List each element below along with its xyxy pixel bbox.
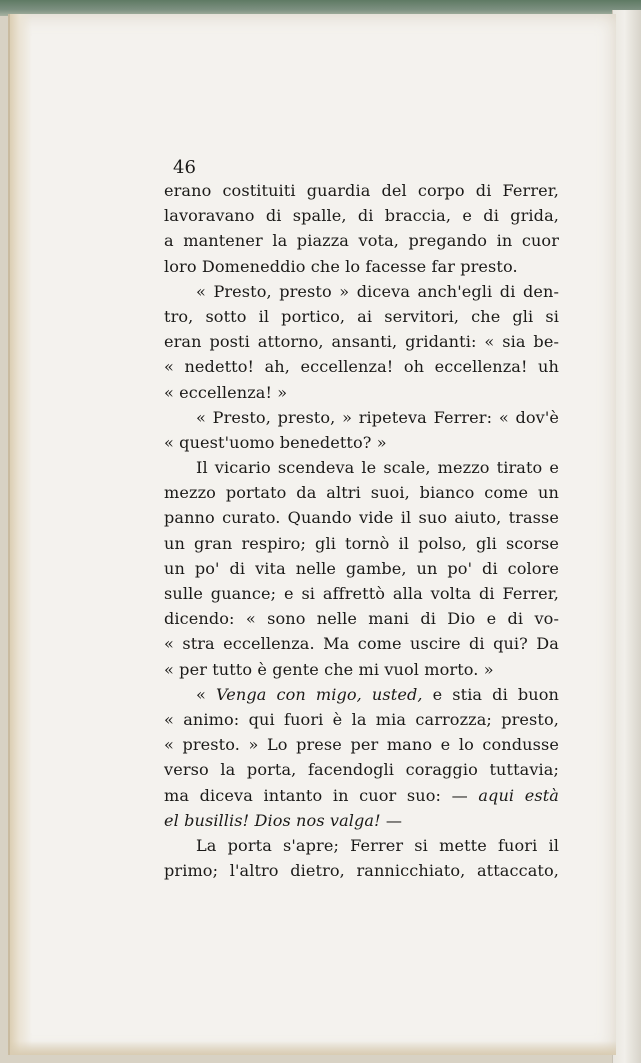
text-line: a mantener la piazza vota, pregando in cuor: [164, 231, 559, 251]
text-line: verso la porta, facendogli coraggio tuttavia;: [164, 760, 559, 780]
text-line: dicendo: « sono nelle mani di Dio e di vo-: [164, 609, 559, 629]
text-line: mezzo portato da altri suoi, bianco come un: [164, 483, 559, 503]
next-page-edge: [612, 10, 641, 1063]
text-line: un gran respiro; gli tornò il polso, gli scorse: [164, 533, 559, 553]
text-line: « quest'uomo benedetto? »: [164, 432, 387, 452]
text-line: eran posti attorno, ansanti, gridanti: « sia be-: [164, 332, 559, 352]
text-line: primo; l'altro dietro, rannicchiato, attaccato,: [164, 861, 559, 881]
text-line: « per tutto è gente che mi vuol morto. »: [164, 659, 494, 679]
text-line: un po' di vita nelle gambe, un po' di colore: [164, 558, 559, 578]
text-line: lavoravano di spalle, di braccia, e di grida,: [164, 206, 559, 226]
text-line: panno curato. Quando vide il suo aiuto, trasse: [164, 508, 559, 528]
text-line: « Presto, presto, » ripeteva Ferrer: « dov'è: [196, 407, 559, 427]
text-line: Il vicario scendeva le scale, mezzo tirato e: [196, 458, 559, 478]
text-line: La porta s'apre; Ferrer si mette fuori il: [196, 835, 559, 855]
text-line: ma diceva intanto in cuor suo: — aqui està: [164, 785, 559, 805]
italic-phrase: aqui està: [478, 785, 559, 805]
text-line: erano costituiti guardia del corpo di Ferrer,: [164, 181, 559, 200]
page-gutter-shadow: [10, 14, 32, 1055]
text-line: « Presto, presto » diceva anch'egli di den-: [196, 281, 559, 301]
text-line: « Venga con migo, usted, e stia di buon: [196, 684, 559, 704]
text-line: tro, sotto il portico, ai servitori, che gli si: [164, 306, 559, 326]
text-line: « stra eccellenza. Ma come uscire di qui? Da: [164, 634, 559, 654]
text-line: « nedetto! ah, eccellenza! oh eccellenza! uh: [164, 357, 559, 377]
italic-phrase: Venga con migo, usted,: [216, 684, 423, 704]
page-number: 46: [173, 157, 196, 178]
page-bottom-shadow: [10, 1041, 616, 1055]
italic-phrase: el busillis! Dios nos valga!: [164, 810, 381, 830]
text-line: « presto. » Lo prese per mano e lo condusse: [164, 735, 559, 755]
text-line: « animo: qui fuori è la mia carrozza; presto,: [164, 709, 559, 729]
text-line: el busillis! Dios nos valga! —: [164, 810, 403, 830]
text-line: loro Domeneddio che lo facesse far presto.: [164, 256, 518, 276]
page-text: [164, 158, 559, 883]
text-line: sulle guance; e si affrettò alla volta di Ferrer,: [164, 584, 559, 603]
text-line: « eccellenza! »: [164, 382, 288, 402]
